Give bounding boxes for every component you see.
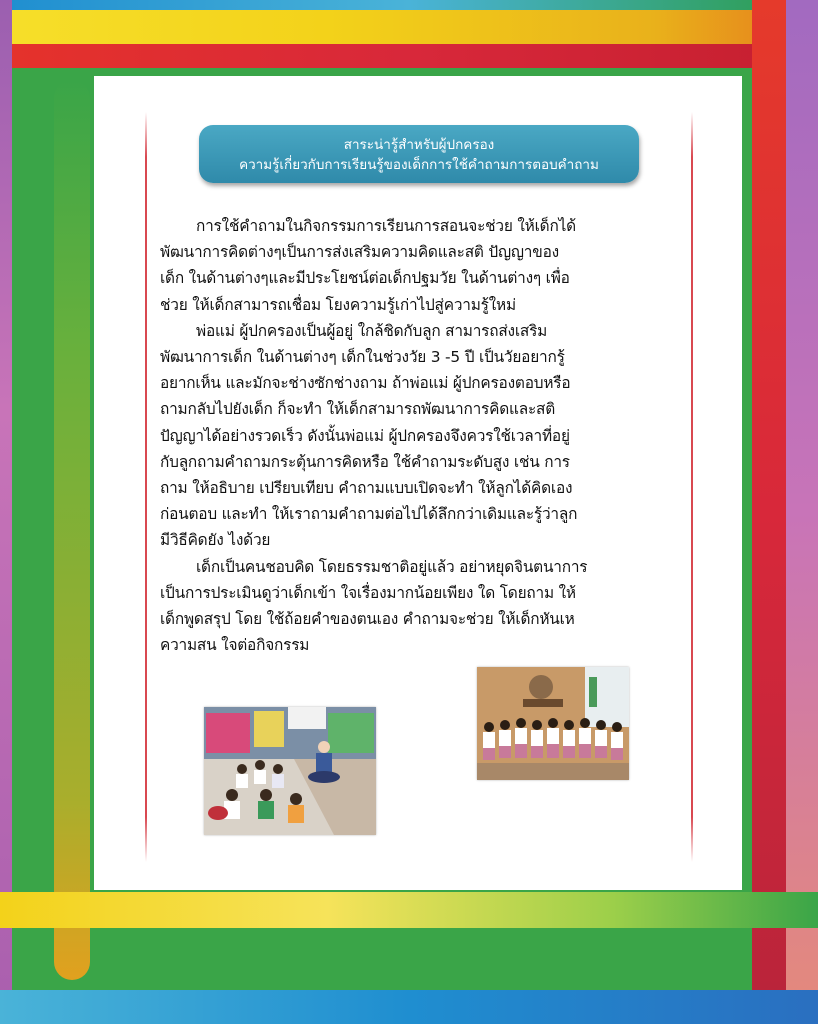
border-stripe-bottom-blue (0, 990, 818, 1024)
body-line: พ่อแม่ ผู้ปกครองเป็นผู้อยู่ ใกล้ชิดกับลูก สามารถส่งเสริม (196, 321, 548, 340)
border-stripe-top-yellow (0, 10, 818, 44)
body-line: เด็ก ในด้านต่างๆและมีประโยชน์ต่อเด็กปฐมวัย ในด้านต่างๆ เพื่อ (160, 269, 570, 288)
body-line: ก่อนตอบ และทำ ให้เราถามคำถามต่อไปได้ลึกกว่าเดิมและรู้ว่าลูก (160, 505, 578, 524)
border-stripe-right-purple (786, 0, 818, 1024)
classroom-photo (204, 707, 376, 835)
body-line: เป็นการประเมินดูว่าเด็กเข้า ใจเรื่องมากน้อยเพียง ใด โดยถาม ให้ (160, 583, 576, 602)
body-line: อยากเห็น และมักจะช่างซักช่างถาม ถ้าพ่อแม่ ผู้ปกครองตอบหรือ (160, 374, 571, 393)
title-line-2: ความรู้เกี่ยวกับการเรียนรู้ของเด็กการใช้คำถามการตอบคำถาม (239, 157, 599, 173)
right-margin-line (691, 112, 693, 862)
body-line: ความสน ใจต่อกิจกรรม (160, 636, 310, 655)
body-line: มีวิธีคิดยัง ไงด้วย (160, 531, 271, 550)
classroom-photo-illustration (204, 707, 376, 835)
body-line: เด็กพูดสรุป โดย ใช้ถ้อยคำของตนเอง คำถามจะช่วย ให้เด็กหันเห (160, 610, 575, 629)
group-photo-illustration (477, 667, 629, 780)
border-stripe-top-blue (0, 0, 818, 10)
left-margin-line (145, 112, 147, 862)
border-stripe-top-red (0, 44, 818, 68)
body-line: ช่วย ให้เด็กสามารถเชื่อม โยงความรู้เก่าไปสู่ความรู้ใหม่ (160, 295, 516, 314)
body-line: ถาม ให้อธิบาย เปรียบเทียบ คำถามแบบเปิดจะทำ ให้ลูกได้คิดเอง (160, 479, 573, 498)
title-banner (199, 125, 639, 183)
border-stripe-right-red (752, 0, 786, 1024)
border-stripe-left-purple (0, 0, 12, 1024)
document-page (94, 76, 742, 890)
body-line: ถามกลับไปยังเด็ก ก็จะทำ ให้เด็กสามารถพัฒนาการคิดและสติ (160, 400, 555, 419)
group-photo (477, 667, 629, 780)
body-line: เด็กเป็นคนชอบคิด โดยธรรมชาติอยู่แล้ว อย่าหยุดจินตนาการ (196, 557, 588, 576)
body-line: พัฒนาการคิดต่างๆเป็นการส่งเสริมความคิดและสติ ปัญญาของ (160, 243, 559, 262)
body-line: การใช้คำถามในกิจกรรมการเรียนการสอนจะช่วย ให้เด็กได้ (196, 217, 576, 235)
title-line-1: สาระน่ารู้สำหรับผู้ปกครอง (343, 137, 495, 153)
border-stripe-bottom-yellow (0, 892, 818, 928)
body-line: กับลูกถามคำถามกระตุ้นการคิดหรือ ใช้คำถามระดับสูง เช่น การ (160, 452, 570, 471)
body-line: พัฒนาการเด็ก ในด้านต่างๆ เด็กในช่วงวัย 3 -5 ปี เป็นวัยอยากรู้ (160, 348, 565, 367)
border-stripe-left-yellow (54, 80, 90, 980)
body-line: ปัญญาได้อย่างรวดเร็ว ดังนั้นพ่อแม่ ผู้ปกครองจึงควรใช้เวลาที่อยู่ (160, 426, 570, 445)
article-body (160, 213, 680, 658)
